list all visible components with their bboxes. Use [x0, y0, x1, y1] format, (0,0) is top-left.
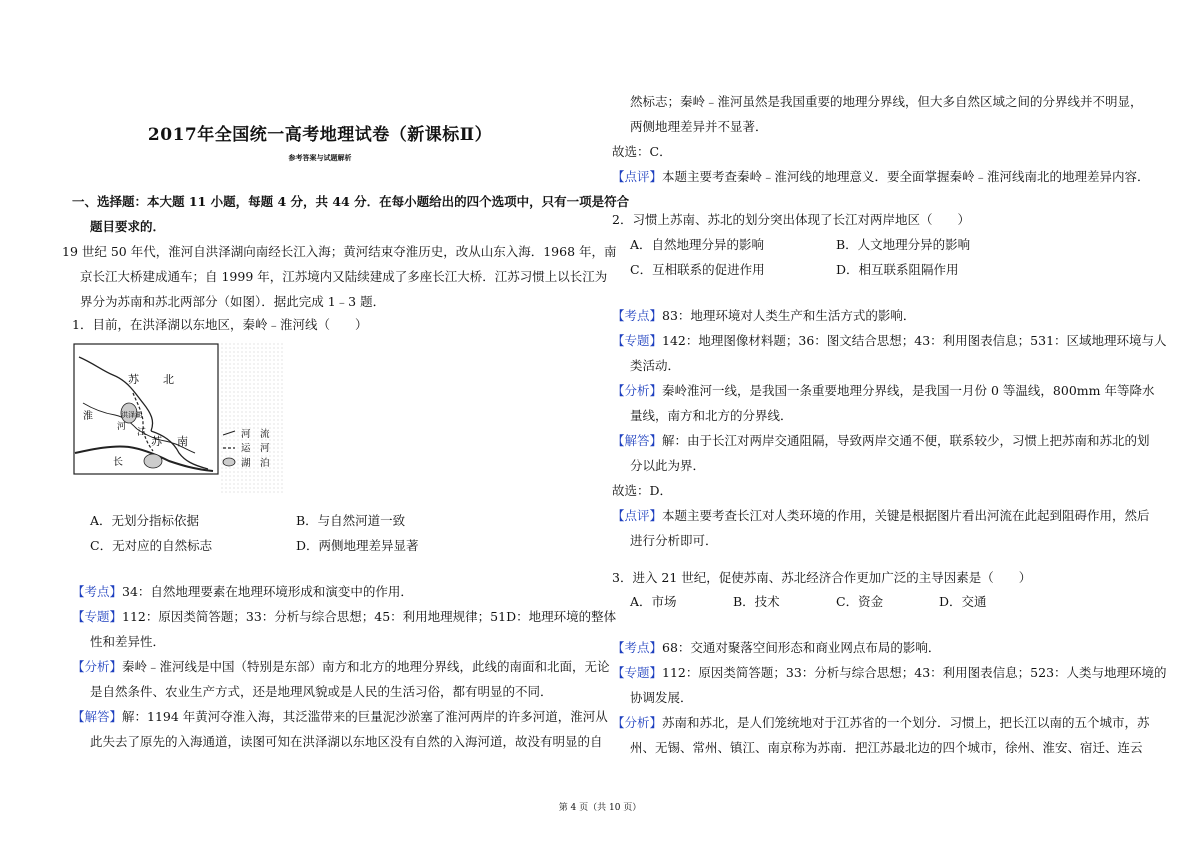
jieda-tag: 【解答】: [72, 709, 123, 724]
map-label-chang: 长: [113, 457, 123, 468]
legend-lake-label: 湖 泊: [241, 458, 270, 469]
q2-answer: 故选：D．: [612, 483, 673, 498]
q2-option-d[interactable]: D．相互联系阻隔作用: [836, 262, 959, 277]
q3-option-c[interactable]: C．资金: [836, 594, 884, 609]
map-label-bei: 北: [163, 373, 174, 386]
passage: 19 世纪 50 年代，淮河自洪泽湖向南经长江入海；黄河结束夺淮历史，改从山东入海．1968 年，南 京长江大桥建成通车；自 1999 年，江苏境内又陆续建成了多座长江大桥．江苏习惯上以长江为 界分为苏南和苏北两部分（如图）．据此完成 1﹣3 题．: [62, 244, 617, 309]
legend-lake-swatch: [223, 458, 235, 466]
map-label-nan: 南: [177, 435, 188, 448]
map-label-huai: 淮: [83, 411, 93, 422]
jiangsu-map: [73, 343, 285, 495]
section-heading: 一、选择题：本大题 11 小题，每题 4 分，共 44 分．在每小题给出的四个选项中，只有一项是符合 题目要求的．: [72, 194, 630, 234]
page-title: 2017年全国统一高考地理试卷（新课标Ⅱ）: [147, 125, 493, 145]
q3-option-b[interactable]: B．技术: [733, 594, 780, 609]
question-2-stem: 2．习惯上苏南、苏北的划分突出体现了长江对两岸地区（ ）: [612, 212, 970, 227]
legend-river-label: 河 流: [241, 429, 270, 440]
q1-analysis: 【考点】34：自然地理要素在地理环境形成和演变中的作用． 【专题】112：原因类简答题；33：分析与综合思想；45：利用地理规律；51D：地理环境的整体 性和差异性． 【分析】秦岭﹣淮河线是中国（特别是东部）南方和北方的地理分界线，此线的南面和北面，无论 是自然条件、农业生产方式，还是地理风貌或是人民的生活习俗，都有明显的不同． 【解答】解：1194 年黄河夺淮入海，其泛滥带来的巨量泥沙淤塞了淮河两岸的许多河道，淮河从 此失去了原先的入海通道，读图可知在洪泽湖以东地区没有自然的入海河道，故没有明显的自: [72, 584, 617, 749]
question-3-stem: 3．进入 21 世纪，促使苏南、苏北经济合作更加广泛的主导因素是（ ）: [612, 570, 1032, 585]
zhuanti-tag: 【专题】: [72, 609, 123, 624]
q3-option-d[interactable]: D．交通: [939, 594, 987, 609]
map-label-nan-su: 苏: [151, 435, 162, 448]
question-2-options: [630, 232, 1110, 282]
question-3-options: [630, 589, 1110, 614]
page-subtitle: 参考答案与试题解析: [288, 153, 352, 162]
map-label-su: 苏: [128, 373, 139, 386]
map-label-jiang: 江: [137, 428, 147, 438]
map-label-hongze: 洪泽湖: [121, 411, 142, 419]
kaodian-tag: 【考点】: [72, 584, 123, 599]
map-tai-lake: [144, 454, 162, 468]
q1-answer: 故选：C．: [612, 144, 672, 159]
legend-canal-label: 运 河: [241, 443, 270, 454]
page-footer: 第 4 页（共 10 页）: [558, 803, 642, 813]
q2-option-c[interactable]: C．互相联系的促进作用: [630, 262, 765, 277]
q2-option-a[interactable]: A．自然地理分异的影响: [630, 237, 765, 252]
q1-analysis-cont: 然标志；秦岭﹣淮河虽然是我国重要的地理分界线，但大多自然区域之间的分界线并不明显， 两侧地理差异并不显著． 故选：C． 【点评】本题主要考查秦岭﹣淮河线的地理意义．要全面掌握秦岭﹣淮河线南北的地理差异内容．: [612, 94, 1150, 184]
map-label-he: 河: [117, 422, 127, 432]
question-1-options: [90, 508, 570, 558]
q1-option-b[interactable]: B．与自然河道一致: [296, 513, 406, 528]
q2-option-b[interactable]: B．人文地理分异的影响: [836, 237, 971, 252]
q1-option-a[interactable]: A．无划分指标依据: [90, 513, 200, 528]
fenxi-tag: 【分析】: [72, 659, 123, 674]
q2-analysis: 【考点】83：地理环境对人类生产和生活方式的影响． 【专题】142：地理图像材料题；36：图文结合思想；43：利用图表信息；531：区域地理环境与人 类活动． 【分析】秦岭淮河一线，是我国一条重要地理分界线，是我国一月份 0 等温线，800mm 年等降水 量线，南方和北方的分界线． 【解答】解：由于长江对两岸交通阻隔，导致两岸交通不便，联系较少，习惯上把苏南和苏北的划 分以此为界． 故选：D． 【点评】本题主要考查长江对人类环境的作用，关键是根据图片看出河流在此起到阻碍作用，然后 进行分析即可．: [612, 308, 1167, 548]
q3-option-a[interactable]: A．市场: [630, 594, 677, 609]
question-1-stem: 1．目前，在洪泽湖以东地区，秦岭﹣淮河线（ ）: [72, 317, 368, 332]
map-dotted-area: [221, 343, 285, 495]
q3-analysis: 【考点】68：交通对聚落空间形态和商业网点布局的影响． 【专题】112：原因类简答题；33：分析与综合思想；43：利用图表信息；523：人类与地理环境的 协调发展． 【分析】苏南和苏北，是人们笼统地对于江苏省的一个划分．习惯上，把长江以南的五个城市，苏 州、无锡、常州、镇江、南京称为苏南．把江苏最北边的四个城市，徐州、淮安、宿迁、连云: [612, 640, 1167, 755]
q1-option-c[interactable]: C．无对应的自然标志: [90, 538, 213, 553]
dianping-tag: 【点评】: [612, 169, 663, 184]
q1-option-d[interactable]: D．两侧地理差异显著: [296, 538, 419, 553]
